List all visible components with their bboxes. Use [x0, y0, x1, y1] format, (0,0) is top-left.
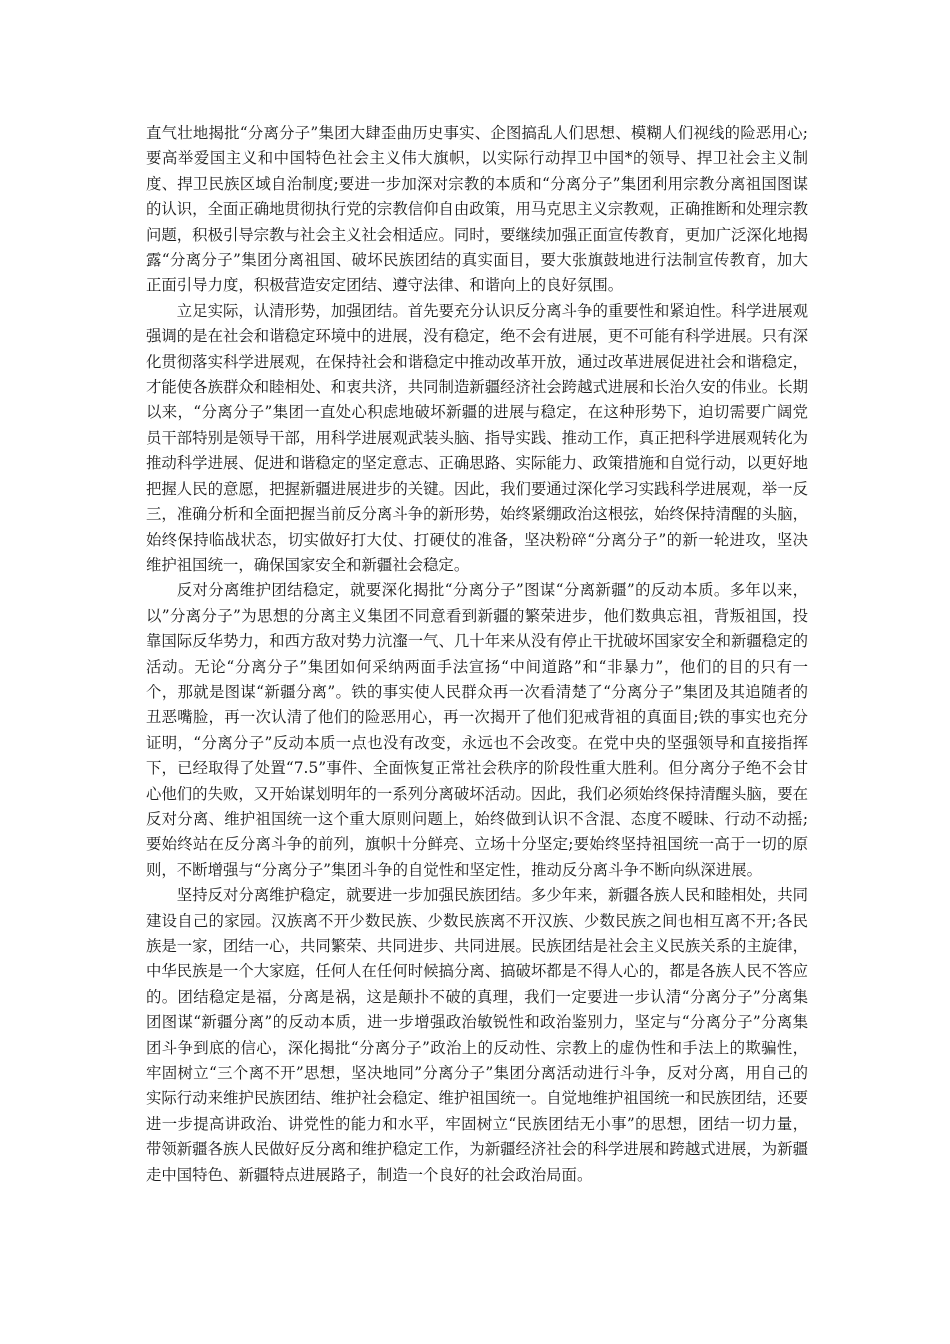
paragraph-3: 反对分离维护团结稳定，就要深化揭批“分离分子”图谋“分离新疆”的反动本质。多年以来，以”分离分子”为思想的分离主义集团不同意看到新疆的繁荣进步，他们数典忘祖，背叛祖国，投靠国际反华势力，和西方敌对势力沆瀣一气、几十年来从没有停止干扰破坏国家安全和新疆稳定的活动。无论“分离分子”集团如何采纳两面手法宣扬“中间道路”和“非暴力”，他们的目的只有一个，那就是图谋“新疆分离”。铁的事实使人民群众再一次看清楚了“分离分子”集团及其追随者的丑恶嘴脸，再一次认清了他们的险恶用心，再一次揭开了他们犯戒背祖的真面目;铁的事实也充分证明，“分离分子”反动本质一点也没有改变，永远也不会改变。在党中央的坚强领导和直接指挥下，已经取得了处置“7.5”事件、全面恢复正常社会秩序的阶段性重大胜利。但分离分子绝不会甘心他们的失败，又开始谋划明年的一系列分离破坏活动。因此，我们必须始终保持清醒头脑，要在反对分离、维护祖国统一这个重大原则问题上，始终做到认识不含混、态度不暧昧、行动不动摇;要始终站在反分离斗争的前列，旗帜十分鲜亮、立场十分坚定;要始终坚持祖国统一高于一切的原则，不断增强与“分离分子”集团斗争的自觉性和坚定性，推动反分离斗争不断向纵深进展。 [146, 581, 808, 879]
paragraph-1: 直气壮地揭批“分离分子”集团大肆歪曲历史事实、企图搞乱人们思想、模糊人们视线的险恶用心;要高举爱国主义和中国特色社会主义伟大旗帜，以实际行动捍卫中国*的领导、捍卫社会主义制度、捍卫民族区域自治制度;要进一步加深对宗教的本质和“分离分子”集团利用宗教分离祖国图谋的认识，全面正确地贯彻执行党的宗教信仰自由政策，用马克思主义宗教观，正确推断和处理宗教问题，积极引导宗教与社会主义社会相适应。同时，要继续加强正面宣传教育，更加广泛深化地揭露“分离分子”集团分离祖国、破坏民族团结的真实面目，要大张旗鼓地进行法制宣传教育，加大正面引导力度，积极营造安定团结、遵守法律、和谐向上的良好氛围。 [146, 124, 808, 295]
paragraph-4: 坚持反对分离维护稳定，就要进一步加强民族团结。多少年来，新疆各族人民和睦相处，共同建设自己的家园。汉族离不开少数民族、少数民族离不开汉族、少数民族之间也相互离不开;各民族是一家，团结一心，共同繁荣、共同进步、共同进展。民族团结是社会主义民族关系的主旋律，中华民族是一个大家庭，任何人在任何时候搞分离、搞破坏都是不得人心的，都是各族人民不答应的。团结稳定是福，分离是祸，这是颠扑不破的真理，我们一定要进一步认清“分离分子”分离集团图谋“新疆分离”的反动本质，进一步增强政治敏锐性和政治鉴别力，坚定与“分离分子”分离集团斗争到底的信心，深化揭批“分离分子”政治上的反动性、宗教上的虚伪性和手法上的欺骗性，牢固树立“三个离不开”思想，坚决地同”分离分子”集团分离活动进行斗争，反对分离，用自己的实际行动来维护民族团结、维护社会稳定、维护祖国统一。自觉地维护祖国统一和民族团结，还要进一步提高讲政治、讲党性的能力和水平，牢固树立“民族团结无小事”的思想，团结一切力量，带领新疆各族人民做好反分离和维护稳定工作，为新疆经济社会的科学进展和跨越式进展，为新疆走中国特色、新疆特点进展路子，制造一个良好的社会政治局面。 [146, 886, 808, 1184]
document-body [146, 121, 808, 1188]
paragraph-2: 立足实际，认清形势，加强团结。首先要充分认识反分离斗争的重要性和紧迫性。科学进展观强调的是在社会和谐稳定环境中的进展，没有稳定，绝不会有进展，更不可能有科学进展。只有深化贯彻落实科学进展观，在保持社会和谐稳定中推动改革开放，通过改革进展促进社会和谐稳定，才能使各族群众和睦相处、和衷共济，共同制造新疆经济社会跨越式进展和长治久安的伟业。长期以来，“分离分子”集团一直处心积虑地破坏新疆的进展与稳定，在这种形势下，迫切需要广阔党员干部特别是领导干部，用科学进展观武装头脑、指导实践、推动工作，真正把科学进展观转化为推动科学进展、促进和谐稳定的坚定意志、正确思路、实际能力、政策措施和自觉行动，以更好地把握人民的意愿，把握新疆进展进步的关键。因此，我们要通过深化学习实践科学进展观，举一反三，准确分析和全面把握当前反分离斗争的新形势，始终紧绷政治这根弦，始终保持清醒的头脑，始终保持临战状态，切实做好打大仗、打硬仗的准备，坚决粉碎“分离分子”的新一轮进攻，坚决维护祖国统一，确保国家安全和新疆社会稳定。 [146, 301, 808, 574]
